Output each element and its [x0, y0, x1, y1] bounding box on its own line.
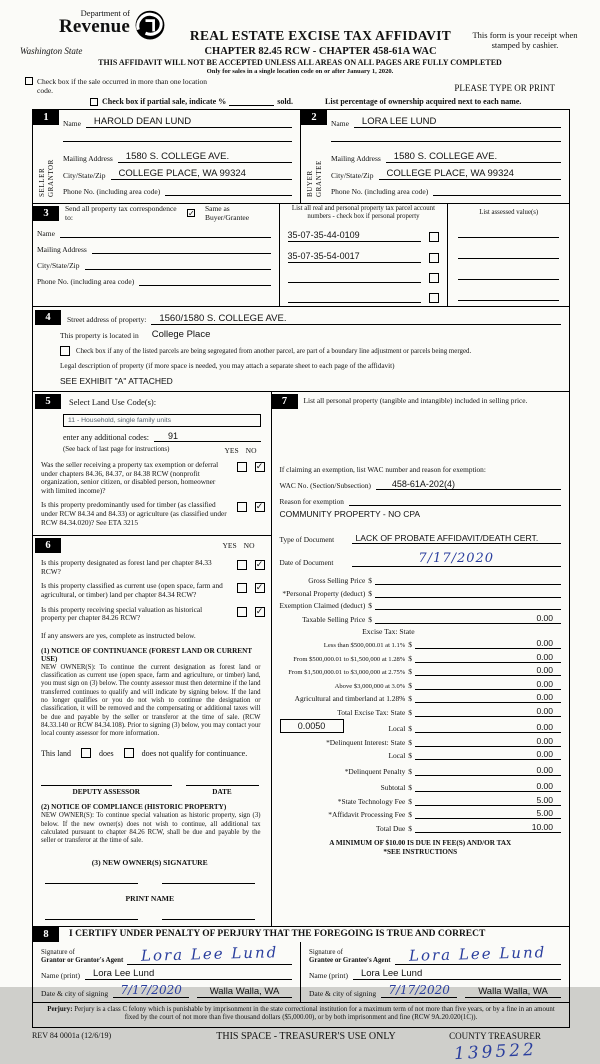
tax-row — [280, 749, 562, 760]
wac-number-label: WAC No. (Section/Subsection) — [279, 481, 371, 490]
new-owner-signature-title: (3) NEW OWNER(S) SIGNATURE — [91, 857, 208, 867]
personal-property-deduct-label: *Personal Property (deduct) — [282, 588, 366, 598]
delinquent-interest-state-label: *Delinquent Interest: State — [326, 737, 406, 747]
taxable-selling-price-field[interactable]: 0.00 — [375, 613, 561, 624]
tax-row — [280, 575, 562, 585]
yes-column-label: YES — [224, 446, 239, 455]
assessed-value-field[interactable] — [458, 226, 559, 238]
local-tax-field[interactable]: 0.00 — [415, 722, 561, 733]
tier3-field[interactable]: 0.00 — [415, 665, 561, 676]
assessed-header: List assessed value(s) — [479, 209, 539, 216]
seller-side-label: SELLER — [37, 167, 46, 197]
print-name-label: PRINT NAME — [125, 893, 175, 903]
buyer-phone-label: Phone No. (including area code) — [331, 187, 429, 196]
tax-row — [280, 795, 562, 806]
s5q2-no-checkbox[interactable]: ✓ — [255, 502, 264, 513]
tier3-label: From $1,500,000.01 to $3,000,000 at 2.75% — [288, 669, 406, 676]
acceptance-warning: THIS AFFIDAVIT WILL NOT BE ACCEPTED UNLESS ALL AREAS ON ALL PAGES ARE FULLY COMPLETED — [98, 58, 502, 67]
reason-exemption-value[interactable]: COMMUNITY PROPERTY - NO CPA — [279, 509, 421, 519]
street-address-label: Street address of property: — [67, 315, 147, 324]
partial-sold-label: sold. — [277, 97, 294, 106]
section-3-number: 3 — [33, 206, 59, 221]
land-use-title: Select Land Use Code(s): — [69, 396, 157, 407]
seller-phone-field[interactable] — [165, 185, 292, 196]
tax-row — [280, 613, 562, 624]
grantor-name-print-label: Name (print) — [41, 970, 80, 980]
tax-row — [280, 638, 562, 649]
local-tax-label: Local — [388, 724, 406, 733]
tier2-field[interactable]: 0.00 — [415, 652, 561, 663]
exemption-claimed-field[interactable] — [375, 600, 561, 610]
no-column-label: NO — [245, 446, 257, 455]
doc-date-field[interactable]: 7/17/2020 — [352, 551, 562, 567]
grantee-signature-script: Lora Lee Lund — [408, 942, 547, 965]
dollar-sign: $ — [368, 588, 372, 598]
parcel-number-field[interactable]: 35-07-35-54-0017 — [288, 250, 422, 263]
notice-compliance-title: (2) NOTICE OF COMPLIANCE (HISTORIC PROPERTY) — [41, 803, 227, 812]
see-instructions-note: *SEE INSTRUCTIONS — [383, 847, 458, 856]
s6q2-yes-checkbox[interactable] — [237, 583, 247, 593]
land-does-not-checkbox[interactable] — [124, 748, 134, 758]
buyer-city-label: City/State/Zip — [331, 171, 374, 180]
form-title: REAL ESTATE EXCISE TAX AFFIDAVIT — [189, 28, 452, 43]
legal-description-field[interactable]: SEE EXHIBIT "A" ATTACHED — [60, 376, 173, 386]
agricultural-timberland-label: Agricultural and timberland at 1.28% — [294, 694, 406, 703]
total-excise-state-label: Total Excise Tax: State — [337, 707, 406, 717]
grantor-date-field[interactable]: 7/17/2020 — [113, 983, 189, 998]
same-as-buyer-label: Same as Buyer/Grantee — [204, 204, 250, 222]
doc-type-field[interactable]: LACK OF PROBATE AFFIDAVIT/DEATH CERT. — [352, 533, 562, 544]
certify-statement: I CERTIFY UNDER PENALTY OF PERJURY THAT THE FOREGOING IS TRUE AND CORRECT — [69, 929, 486, 940]
agency-logo-block — [20, 8, 175, 57]
new-owner-signature-field[interactable] — [162, 883, 255, 884]
grantor-side-label: GRANTOR — [46, 159, 55, 197]
corr-mailing-label: Mailing Address — [37, 245, 87, 254]
legal-description-label: Legal description of property (if more space is needed, you may attach a separate sheet to each page of the affidavit) — [60, 362, 395, 370]
ownership-note: List percentage of ownership acquired next to each name. — [325, 97, 522, 106]
seller-phone-label: Phone No. (including area code) — [63, 187, 161, 196]
grantor-signature-block — [33, 942, 301, 1002]
corr-phone-field[interactable] — [139, 275, 270, 286]
dollar-sign: $ — [408, 783, 412, 792]
state-label: Washington State — [20, 46, 83, 56]
if-any-yes-note: If any answers are yes, complete as instructed below. — [41, 630, 196, 640]
revenue-swirl-logo-icon — [132, 8, 168, 44]
personal-property-deduct-field[interactable] — [375, 588, 561, 598]
grantor-name-print-field[interactable]: Lora Lee Lund — [85, 968, 292, 980]
parcel-personal-checkbox[interactable] — [429, 232, 439, 242]
grantor-signature-field[interactable] — [127, 942, 292, 965]
tax-row — [280, 679, 562, 690]
personal-property-title: List all personal property (tangible and intangible) included in selling price. — [303, 396, 528, 405]
perjury-notice — [33, 1002, 569, 1027]
tax-computation — [280, 575, 562, 856]
buyer-section — [301, 110, 569, 203]
personal-property-and-tax-section — [272, 392, 570, 926]
no-column-label: NO — [243, 541, 255, 551]
corr-city-label: City/State/Zip — [37, 261, 80, 270]
notice-continuance-title: (1) NOTICE OF CONTINUANCE (FOREST LAND OR CURRENT USE) — [41, 646, 252, 663]
subtotal-label: Subtotal — [380, 783, 406, 792]
forest-land-question: Is this property designated as forest land per chapter 84.33 RCW? — [41, 558, 212, 576]
seller-name-field[interactable]: HAROLD DEAN LUND — [86, 116, 292, 128]
grantor-sig-label1: Signature of — [41, 949, 75, 957]
please-type-label: PLEASE TYPE OR PRINT — [454, 83, 555, 93]
grantor-date-city-label: Date & city of signing — [41, 988, 109, 998]
same-as-buyer-checkbox[interactable]: ✓ — [187, 209, 195, 218]
section-4-number: 4 — [35, 310, 61, 325]
exemption-note: If claiming an exemption, list WAC number and reason for exemption: — [279, 465, 486, 474]
additional-codes-label: enter any additional codes: — [63, 433, 149, 442]
parcel-personal-checkbox[interactable] — [429, 293, 439, 303]
seller-section — [33, 110, 301, 203]
total-excise-state-field[interactable]: 0.00 — [415, 706, 561, 717]
total-due-field[interactable]: 10.00 — [415, 822, 561, 833]
affidavit-processing-fee-label: *Affidavit Processing Fee — [328, 810, 406, 819]
seller-mailing-label: Mailing Address — [63, 154, 113, 163]
section-2-number: 2 — [301, 110, 327, 125]
historical-property-question: Is this property receiving special valuation as historical property per chapter 84.26 RCW? — [41, 604, 203, 623]
section-7-number: 7 — [272, 394, 298, 409]
tier1-label: Less than $500,000.01 at 1.1% — [323, 642, 406, 649]
seller-name-extra-field[interactable] — [63, 132, 292, 142]
dollar-sign: $ — [368, 576, 372, 585]
dollar-sign: $ — [408, 694, 412, 703]
dollar-sign: $ — [408, 707, 412, 717]
land-use-section — [33, 392, 271, 536]
print-name-field[interactable] — [45, 919, 138, 920]
reason-exemption-field[interactable] — [349, 495, 561, 506]
tax-row — [280, 692, 562, 703]
grantee-name-print-field[interactable]: Lora Lee Lund — [353, 968, 561, 980]
seller-name-label: Name — [63, 119, 81, 128]
parcel-number-field[interactable] — [288, 271, 422, 283]
current-use-question: Is this property classified as current use (open space, farm and agricultural, or timber) land per chapter 84.34 RCW? — [41, 581, 223, 599]
dollar-sign: $ — [408, 667, 412, 676]
tax-row — [280, 588, 562, 598]
date-label: DATE — [212, 788, 232, 797]
yes-column-label: YES — [222, 541, 237, 551]
taxable-selling-price-label: Taxable Selling Price — [302, 614, 366, 624]
local-rate-box[interactable]: 0.0050 — [280, 719, 344, 733]
dollar-sign: $ — [408, 640, 412, 649]
street-address-field[interactable]: 1560/1580 S. COLLEGE AVE. — [151, 313, 561, 325]
treasurer-stamp-number: 139522 — [453, 1039, 537, 1064]
dollar-sign: $ — [408, 810, 412, 819]
corr-city-field[interactable] — [85, 259, 271, 270]
dept-of-label: Department of — [80, 8, 130, 18]
assessed-value-field[interactable] — [458, 247, 559, 259]
excise-tax-state-header: Excise Tax: State — [362, 626, 415, 636]
grantee-sig-label2: Grantee or Grantee's Agent — [309, 956, 391, 964]
tier1-field[interactable]: 0.00 — [415, 638, 561, 649]
tax-correspondence-section — [33, 203, 569, 306]
dollar-sign: $ — [408, 737, 412, 747]
s6q1-no-checkbox[interactable]: ✓ — [255, 560, 264, 571]
grantor-city-field[interactable]: Walla Walla, WA — [197, 986, 292, 998]
parcel-personal-checkbox[interactable] — [429, 253, 439, 263]
dollar-sign: $ — [368, 601, 372, 610]
form-body — [32, 109, 570, 1028]
tier4-field[interactable]: 0.00 — [415, 679, 561, 690]
dollar-sign: $ — [408, 796, 412, 806]
s5q1-no-checkbox[interactable]: ✓ — [255, 462, 264, 472]
grantee-city-field[interactable]: Walla Walla, WA — [465, 986, 561, 998]
s5q2-yes-checkbox[interactable] — [237, 502, 247, 512]
buyer-city-field[interactable]: COLLEGE PLACE, WA 99324 — [379, 168, 562, 180]
grantee-signature-block — [301, 942, 569, 1002]
grantor-signature-script: Lora Lee Lund — [140, 942, 279, 965]
state-technology-fee-field[interactable]: 5.00 — [415, 795, 561, 806]
dollar-sign: $ — [408, 751, 412, 760]
county-treasurer-label: COUNTY TREASURER — [449, 1030, 541, 1041]
total-due-label: Total Due — [376, 823, 406, 833]
buyer-name-extra-field[interactable] — [331, 132, 561, 142]
reason-exemption-label: Reason for exemption — [279, 497, 344, 506]
grantor-sig-label2: Grantor or Grantor's Agent — [41, 956, 124, 964]
corr-mailing-field[interactable] — [92, 243, 271, 254]
corr-phone-label: Phone No. (including area code) — [37, 277, 135, 286]
partial-sale-label: Check box if partial sale, indicate % — [102, 97, 227, 106]
s5q1-yes-checkbox[interactable] — [237, 462, 247, 472]
parcel-header: List all real and personal property tax parcel account numbers - check box if personal property — [291, 205, 435, 220]
minimum-due-note: A MINIMUM OF $10.00 IS DUE IN FEE(S) AND/OR TAX — [329, 838, 512, 847]
this-land-label: This land — [41, 748, 71, 758]
s6q3-yes-checkbox[interactable] — [237, 607, 247, 617]
exemption-deferral-question: Was the seller receiving a property tax exemption or deferral under chapters 84.36, 84.37, or 84.38 RCW (nonprofit organization, senior citizen, or disabled person, homeowner with limited income)? — [41, 460, 219, 495]
grantee-side-label: GRANTEE — [314, 160, 323, 197]
tax-row — [280, 822, 562, 833]
s6q3-no-checkbox[interactable]: ✓ — [255, 606, 264, 617]
tax-row — [280, 765, 562, 776]
tax-row — [280, 706, 562, 717]
tax-row — [280, 719, 562, 733]
delinquent-interest-local-field[interactable]: 0.00 — [415, 749, 561, 760]
section-5-number: 5 — [35, 394, 61, 409]
seller-city-field[interactable]: COLLEGE PLACE, WA 99324 — [111, 168, 293, 180]
seller-city-label: City/State/Zip — [63, 171, 106, 180]
corr-name-field[interactable] — [60, 227, 271, 238]
dollar-sign: $ — [368, 614, 372, 624]
personal-property-blank-area[interactable] — [280, 409, 562, 465]
perjury-body: Perjury is a class C felony which is punishable by imprisonment in the state correctional institution for a maximum term of not more than five years, or by a fine in an amount fixed by the court of not more than five thousand dollars ($5,000.00), or by both imprisonment and fine (RCW 9A.20.020(1C)). — [74, 1005, 555, 1022]
section-1-number: 1 — [33, 110, 59, 125]
s6q1-yes-checkbox[interactable] — [237, 560, 247, 570]
send-correspondence-label: Send all property tax correspondence to: — [65, 204, 177, 222]
dollar-sign: $ — [408, 680, 412, 690]
receipt-note: This form is your receipt when stamped by cashier. — [472, 30, 578, 50]
multi-location-checkbox[interactable] — [25, 77, 33, 85]
segregated-checkbox[interactable] — [60, 346, 70, 356]
form-footer — [32, 1031, 570, 1062]
parcel-number-field[interactable] — [288, 291, 422, 303]
grantee-name-print-label: Name (print) — [309, 970, 348, 980]
buyer-side-label: BUYER — [305, 170, 314, 197]
affidavit-processing-fee-field[interactable]: 5.00 — [415, 808, 561, 819]
parcel-personal-checkbox[interactable] — [429, 273, 439, 283]
header — [0, 0, 600, 57]
delinquent-interest-state-field[interactable]: 0.00 — [415, 736, 561, 747]
treasurer-space-label: THIS SPACE - TREASURER'S USE ONLY — [216, 1030, 396, 1042]
dollar-sign: $ — [408, 767, 412, 776]
delinquent-penalty-label: *Delinquent Penalty — [344, 767, 406, 776]
dollar-sign: $ — [408, 724, 412, 733]
buyer-mailing-field[interactable]: 1580 S. COLLEGE AVE. — [386, 151, 561, 163]
doc-date-label: Date of Document — [279, 558, 334, 567]
exemption-claimed-label: Exemption Claimed (deduct) — [279, 601, 366, 610]
buyer-name-field[interactable]: LORA LEE LUND — [354, 116, 561, 128]
tax-row — [280, 652, 562, 663]
does-not-label: does not qualify for continuance. — [141, 748, 248, 758]
timber-agriculture-question: Is this property predominantly used for timber (as classified under RCW 84.34 and 84.33) or agriculture (as classified under RCW 84.34.020)? See ETA 3215 — [41, 500, 227, 527]
delinquent-interest-local-label: Local — [388, 751, 406, 760]
does-label: does — [99, 748, 114, 758]
parcel-number-field[interactable]: 35-07-35-44-0109 — [288, 229, 422, 242]
s6q2-no-checkbox[interactable]: ✓ — [255, 583, 264, 594]
tax-row — [280, 600, 562, 610]
dollar-sign: $ — [408, 823, 412, 833]
perjury-label: Perjury: — [47, 1005, 73, 1013]
property-address-section — [33, 306, 569, 391]
multi-location-label: Check box if the sale occurred in more than one location code. — [37, 77, 207, 95]
section-6-number: 6 — [35, 538, 61, 553]
doc-type-label: Type of Document — [279, 535, 335, 544]
gross-selling-price-field[interactable] — [375, 575, 561, 585]
agricultural-timberland-field[interactable]: 0.00 — [415, 692, 561, 703]
agency-name: Revenue — [58, 16, 130, 37]
tax-row — [280, 736, 562, 747]
land-does-checkbox[interactable] — [81, 748, 91, 758]
buyer-name-label: Name — [331, 119, 349, 128]
see-back-note: (See back of last page for instructions) — [63, 446, 170, 453]
buyer-phone-field[interactable] — [433, 185, 561, 196]
certification-section — [33, 926, 569, 942]
rev-number: REV 84 0001a (12/6/19) — [32, 1030, 112, 1040]
tax-row — [280, 665, 562, 676]
grantee-date-city-label: Date & city of signing — [309, 988, 377, 998]
located-in-label: This property is located in — [60, 331, 139, 340]
deputy-assessor-signature-field[interactable] — [41, 774, 172, 786]
form-subtitle: CHAPTER 82.45 RCW - CHAPTER 458-61A WAC — [204, 46, 437, 57]
segregated-label: Check box if any of the listed parcels are being segregated from another parcel, are part of a boundary line adjustment or parcels being merged. — [76, 347, 472, 355]
assessed-value-field[interactable] — [458, 289, 559, 301]
deputy-assessor-label: DEPUTY ASSESSOR — [72, 788, 140, 797]
notice-compliance-body: NEW OWNER(S): To continue special valuation as historic property, sign (3) below. If the new owner(s) does not wish to continue, all additional tax calculated pursuant to chapter 84.26 RCW, shall be due and payable by the seller or transferor at the time of sale. — [41, 812, 261, 845]
tier4-label: Above $3,000,000 at 3.0% — [334, 682, 406, 690]
tax-row — [280, 781, 562, 792]
dollar-sign: $ — [408, 653, 412, 663]
notice-continuance-body: NEW OWNER(S): To continue the current designation as forest land or classification as current use (open space, farm and agriculture, or timber) land, you must sign on (3) below. The county assessor must then determine if the land transferred continues to qualify and will indicate by signing below. If the land no longer qualifies or you do not wish to continue the designation or classification, it will be removed and the compensating or additional taxes will be due and payable by the seller or transferor at the time of sale. (RCW 84.33.140 or RCW 84.34.108). Prior to signing (3) below, you may contact your local county assessor for more information. — [41, 663, 261, 738]
buyer-mailing-label: Mailing Address — [331, 154, 381, 163]
gross-selling-price-label: Gross Selling Price — [308, 576, 366, 585]
tier2-label: From $500,000.01 to $1,500,000 at 1.28% — [293, 655, 406, 663]
new-owner-signature-field[interactable] — [45, 883, 138, 884]
additional-codes-field[interactable]: 91 — [154, 431, 261, 442]
section-8-number: 8 — [33, 927, 59, 942]
tax-row — [280, 808, 562, 819]
grantee-signature-field[interactable] — [395, 942, 561, 965]
state-technology-fee-label: *State Technology Fee — [337, 796, 406, 806]
corr-name-label: Name — [37, 229, 55, 238]
located-in-field[interactable]: College Place — [151, 329, 211, 340]
partial-sale-checkbox[interactable] — [90, 98, 98, 106]
land-designation-section — [33, 536, 271, 925]
grantee-date-field[interactable]: 7/17/2020 — [381, 983, 457, 998]
delinquent-penalty-field[interactable]: 0.00 — [415, 765, 561, 776]
grantee-sig-label1: Signature of — [309, 949, 343, 957]
print-name-field[interactable] — [162, 919, 255, 920]
assessor-date-field[interactable] — [186, 774, 259, 786]
single-location-note: Only for sales in a single location code on or after January 1, 2020. — [206, 68, 394, 75]
wac-number-field[interactable]: 458-61A-202(4) — [376, 479, 561, 490]
seller-mailing-field[interactable]: 1580 S. COLLEGE AVE. — [118, 151, 292, 163]
partial-percent-field[interactable] — [229, 105, 274, 106]
land-use-code-field[interactable]: 11 - Household, single family units — [63, 414, 261, 427]
assessed-value-field[interactable] — [458, 268, 559, 280]
subtotal-field[interactable]: 0.00 — [415, 781, 561, 792]
